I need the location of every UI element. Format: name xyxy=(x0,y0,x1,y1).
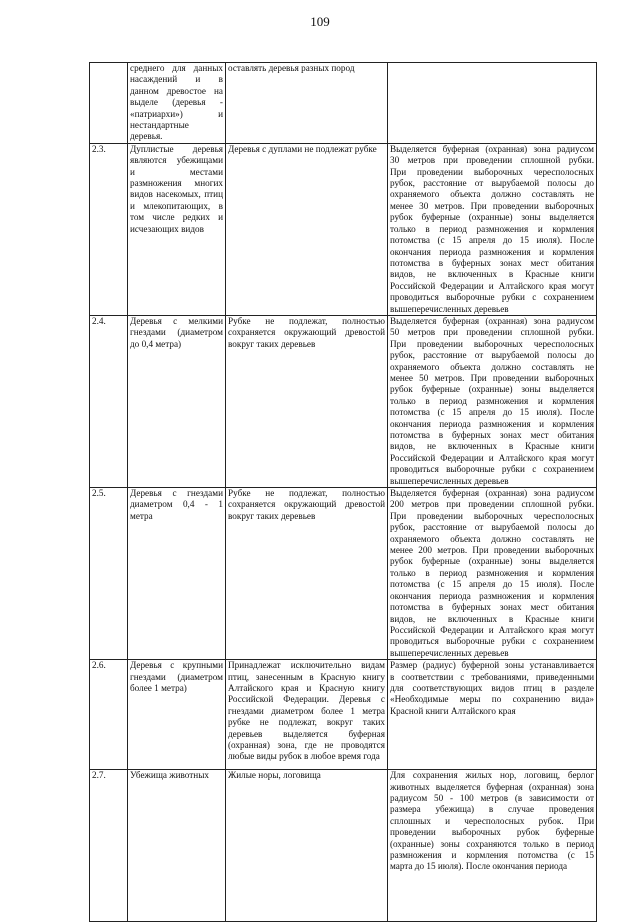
text-line: марта до 15 июля). После окончания периода xyxy=(390,861,568,872)
text-line: проводиться выборочные рубки с сохранением xyxy=(390,292,594,303)
table-row xyxy=(90,143,597,315)
text-line: в соответствии с требованиями, приведенными xyxy=(390,671,594,682)
text-line: 50 метров при проведении сплошной рубки. xyxy=(390,327,594,338)
text-line: гнездами (диаметром xyxy=(130,327,223,338)
object-description xyxy=(128,770,226,922)
text-line: среднего для данных xyxy=(130,63,223,73)
text-line: сохраняется окружающий древостой xyxy=(228,327,385,338)
text-line: радиусом 50 - 100 метров (в зависимости от xyxy=(390,792,594,803)
text-line: потомства (с 15 апреля до 15 июля). После xyxy=(390,235,594,246)
text-line: Принадлежат исключительно видам xyxy=(228,660,385,671)
buffer-zone-cell xyxy=(388,660,597,770)
text-line: размножения и кормления потомства (с 15 xyxy=(390,849,594,860)
text-line: менее 200 метров. При проведении выборочных xyxy=(390,545,594,556)
text-line: «Необходимые меры по сохранению вида» xyxy=(390,694,594,705)
text-line: окончания периода размножения и кормления xyxy=(390,246,594,257)
row-number: 2.6. xyxy=(90,660,128,770)
text-line: выделе (деревья - xyxy=(130,97,223,108)
text-line: Деревья с дуплами не подлежат рубке xyxy=(228,143,377,154)
row-number: 2.5. xyxy=(90,488,128,660)
text-line: Рубке не подлежат, полностью xyxy=(228,488,385,499)
text-line: Жилые норы, логовища xyxy=(228,770,321,781)
measure-cell xyxy=(226,770,388,922)
buffer-zone-cell xyxy=(388,770,597,922)
text-line: Алтайского края и Красную книгу xyxy=(228,682,385,693)
text-line: деревьев выделяется буферная xyxy=(228,728,385,739)
measure-cell xyxy=(226,315,388,487)
text-line: и млекопитающих, в xyxy=(130,200,223,211)
text-line: до 0,4 метра) xyxy=(130,338,182,349)
text-line: Красной книги Алтайского края xyxy=(390,705,516,716)
text-line: охраняемого объекта должно составлять не xyxy=(390,533,594,544)
text-line: вышеперечисленных деревьев xyxy=(390,475,509,486)
text-line: видов, не включенных в Красные книги xyxy=(390,613,594,624)
object-description xyxy=(128,143,226,315)
text-line: Для сохранения жилых нор, логовищ, берлог xyxy=(390,770,594,781)
text-line: рубок буферные (охранные) зоны выделяется xyxy=(390,212,594,223)
text-line: (охранные) зоны сохраняются только в период xyxy=(390,838,594,849)
text-line: охраняемого объекта должно составлять не xyxy=(390,189,594,200)
text-line: размножения многих xyxy=(130,178,223,189)
text-line: размера убежища) в случае проведения xyxy=(390,804,594,815)
row-number: 2.4. xyxy=(90,315,128,487)
text-line: данном древостое на xyxy=(130,85,223,96)
text-line: Убежища животных xyxy=(130,770,209,781)
row-number xyxy=(90,63,128,144)
text-line: При проведении выборочных чересполосных xyxy=(390,510,594,521)
page-number: 109 xyxy=(310,14,330,29)
text-line: При проведении выборочных чересполосных xyxy=(390,338,594,349)
text-line: метра xyxy=(130,510,153,521)
text-line: рубок, расстояние от вырубаемой полосы до xyxy=(390,522,594,533)
text-line: и местами xyxy=(130,166,223,177)
text-line: проводиться выборочные рубки с сохранением xyxy=(390,636,594,647)
text-line: вышеперечисленных деревьев xyxy=(390,303,509,314)
text-line: Российской Федерации и Алтайского края могут xyxy=(390,452,594,463)
text-line: животных выделяется буферная (охранная) зона xyxy=(390,781,594,792)
regulation-table xyxy=(89,62,597,922)
text-line: окончания периода размножения и кормления xyxy=(390,590,594,601)
text-line: рубок, расстояние от вырубаемой полосы до xyxy=(390,178,594,189)
text-line: окончания периода размножения и кормления xyxy=(390,418,594,429)
text-line: охраняемого объекта должно составлять не xyxy=(390,361,594,372)
text-line: диаметром 0,4 - 1 xyxy=(130,499,223,510)
text-line: проводиться выборочные рубки с сохранением xyxy=(390,464,594,475)
text-line: Рубке не подлежат, полностью xyxy=(228,315,385,326)
text-line: сплошных и чересполосных рубок. При xyxy=(390,815,594,826)
text-line: Деревья с мелкими xyxy=(130,315,223,326)
text-line: потомства в буферных зонах мест обитания xyxy=(390,257,594,268)
text-line: только в период размножения и кормления xyxy=(390,395,594,406)
table-row xyxy=(90,770,597,922)
row-number: 2.7. xyxy=(90,770,128,922)
text-line: менее 50 метров. При проведении выборочных xyxy=(390,372,594,383)
text-line: вокруг таких деревьев xyxy=(228,510,316,521)
text-line: птиц, занесенным в Красную книгу xyxy=(228,671,385,682)
text-line: потомства в буферных зонах мест обитания xyxy=(390,602,594,613)
text-line: вышеперечисленных деревьев xyxy=(390,647,509,658)
text-line: том числе редких и xyxy=(130,212,223,223)
text-line: Российской Федерации. Деревья с xyxy=(228,694,385,705)
buffer-zone-cell xyxy=(388,63,597,144)
text-line: Дуплистые деревья xyxy=(130,143,223,154)
text-line: Российской Федерации и Алтайского края могут xyxy=(390,280,594,291)
table-row xyxy=(90,315,597,487)
measure-cell xyxy=(226,63,388,144)
object-description xyxy=(128,660,226,770)
text-line: Российской Федерации и Алтайского края могут xyxy=(390,624,594,635)
text-line: Выделяется буферная (охранная) зона радиусом xyxy=(390,143,594,154)
table-body xyxy=(90,63,597,922)
table-row xyxy=(90,63,597,144)
text-line: для соответствующих видов птиц в разделе xyxy=(390,682,594,693)
text-line: Деревья с крупными xyxy=(130,660,223,671)
text-line: Выделяется буферная (охранная) зона радиусом xyxy=(390,315,594,326)
text-line: гнездами (диаметром xyxy=(130,671,223,682)
text-line: потомства в буферных зонах мест обитания xyxy=(390,430,594,440)
text-line: Выделяется буферная (охранная) зона радиусом xyxy=(390,488,594,499)
text-line: видов насекомых, птиц xyxy=(130,189,223,200)
text-line: только в период размножения и кормления xyxy=(390,223,594,234)
text-line: сохраняется окружающий древостой xyxy=(228,499,385,510)
buffer-zone-cell xyxy=(388,143,597,315)
text-line: менее 30 метров. При проведении выборочных xyxy=(390,200,594,211)
measure-cell xyxy=(226,488,388,660)
text-line: рубке не подлежат, вокруг таких xyxy=(228,717,385,728)
object-description xyxy=(128,488,226,660)
text-line: деревья. xyxy=(130,131,163,142)
text-line: только в период размножения и кормления xyxy=(390,567,594,578)
text-line: рубок, расстояние от вырубаемой полосы до xyxy=(390,350,594,361)
text-line: Деревья с гнездами xyxy=(130,488,223,499)
text-line: 200 метров при проведении сплошной рубки. xyxy=(390,499,594,510)
text-line: видов, не включенных в Красные книги xyxy=(390,269,594,280)
text-line: нестандартные xyxy=(130,120,189,131)
text-line: вокруг таких деревьев xyxy=(228,338,316,349)
text-line: потомства (с 15 апреля до 15 июля). После xyxy=(390,579,594,590)
table-row xyxy=(90,660,597,770)
text-line: гнездами диаметром более 1 метра xyxy=(228,705,385,716)
text-line: видов, не включенных в Красные книги xyxy=(390,441,594,452)
text-line: 30 метров при проведении сплошной рубки. xyxy=(390,155,594,166)
object-description xyxy=(128,315,226,487)
text-line: оставлять деревья разных пород xyxy=(228,63,355,73)
table-row xyxy=(90,488,597,660)
text-line: проведении выборочных рубок буферные xyxy=(390,827,594,838)
buffer-zone-cell xyxy=(388,488,597,660)
measure-cell xyxy=(226,660,388,770)
text-line: любые виды рубок в любое время года xyxy=(228,751,380,762)
text-line: являются убежищами xyxy=(130,155,223,166)
buffer-zone-cell xyxy=(388,315,597,487)
measure-cell xyxy=(226,143,388,315)
object-description xyxy=(128,63,226,144)
text-line: насаждений и в xyxy=(130,74,223,85)
text-line: потомства (с 15 апреля до 15 июля). После xyxy=(390,407,594,418)
text-line: «патриархи») и xyxy=(130,108,223,119)
text-line: При проведении выборочных чересполосных xyxy=(390,166,594,177)
row-number: 2.3. xyxy=(90,143,128,315)
text-line: рубок буферные (охранные) зоны выделяется xyxy=(390,556,594,567)
text-line: Размер (радиус) буферной зоны устанавливается xyxy=(390,660,594,671)
text-line: исчезающих видов xyxy=(130,223,204,234)
text-line: более 1 метра) xyxy=(130,682,187,693)
text-line: (охранная) зона, где не проводятся xyxy=(228,739,385,750)
text-line: рубок буферные (охранные) зоны выделяется xyxy=(390,384,594,395)
